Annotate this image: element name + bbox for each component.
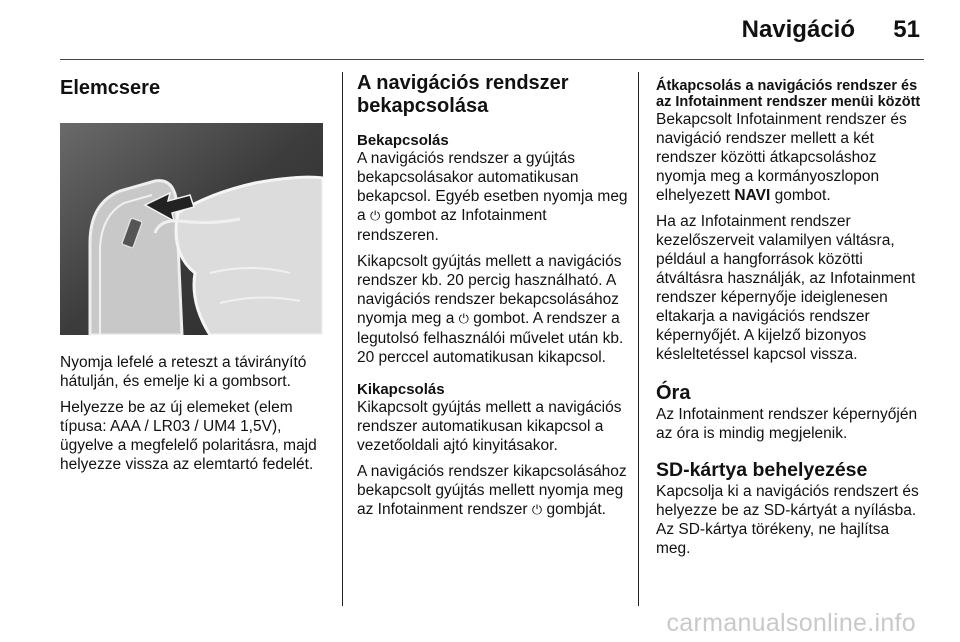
- paragraph: Kapcsolja ki a navigációs rendszert és helyezze be az SD-kártyát a nyílásba. Az SD-kártya törékeny, ne hajlítsa meg.: [656, 483, 919, 557]
- page-number: 51: [893, 16, 920, 43]
- paragraph: A navigációs rendszer a gyújtás bekapcsolásakor automatikusan bekapcsol. Egyéb esetben nyomja meg a ⏻ gombot az Infotainment rendszeren.: [357, 150, 628, 244]
- heading-navigation-power: A navigációs rendszer bekapcsolása: [357, 72, 569, 117]
- paragraph: Kikapcsolt gyújtás mellett a navigációs rendszer automatikusan kikapcsol a vezetőoldali ajtó kinyitásakor.: [357, 399, 622, 454]
- column-3: [656, 72, 924, 565]
- column-divider-1: [342, 72, 343, 606]
- paragraph: Kikapcsolt gyújtás mellett a navigációs rendszer kb. 20 percig használható. A navigációs rendszer bekapcsolásához nyomja meg a ⏻ gombot. A rendszer a legutolsó felhasználói művelet után kb. 20 perccel automatikusan kikapcsol.: [357, 253, 624, 366]
- paragraph: Bekapcsolt Infotainment rendszer és navigáció rendszer mellett a két rendszer közötti átkapcsoláshoz nyomja meg a kormányoszlopon elhelyezett NAVI gombot.: [656, 111, 907, 204]
- subheading-atkapcsolas: Átkapcsolás a navigációs rendszer és az Infotainment rendszer menüi között: [656, 78, 921, 110]
- heading-elemcsere: Elemcsere: [60, 77, 161, 99]
- page-header: [0, 0, 960, 60]
- page-title: Navigáció: [741, 16, 855, 43]
- watermark: carmanualsonline.info: [666, 609, 916, 637]
- subheading-kikapcsolas: Kikapcsolás: [357, 381, 445, 398]
- paragraph: Helyezze be az új elemeket (elem típusa: AAA / LR03 / UM4 1,5V), ügyelve a megfelelő polaritásra, majd helyezze vissza az elemtartó fedelét.: [60, 399, 317, 473]
- paragraph: Ha az Infotainment rendszer kezelőszerveit valamilyen váltásra, például a hangforrások közötti átváltásra használják, az Infotainment rendszer képernyője ideiglenesen eltakarja a navigációs rendszer képernyőjét. A kijelző bizonyos késleltetéssel kapcsol vissza.: [656, 213, 916, 363]
- column-divider-2: [638, 72, 639, 606]
- paragraph: Nyomja lefelé a reteszt a távirányító hátulján, és emelje ki a gombsort.: [60, 354, 307, 390]
- header-rule: [60, 59, 924, 60]
- navi-button-label: NAVI: [734, 187, 771, 204]
- paragraph: Az Infotainment rendszer képernyőjén az óra is mindig megjelenik.: [656, 406, 918, 442]
- subheading-bekapcsolas: Bekapcsolás: [357, 132, 449, 149]
- column-2: [357, 72, 632, 527]
- heading-ora: Óra: [656, 382, 691, 404]
- power-icon: ⏻: [369, 209, 381, 224]
- power-icon: ⏻: [531, 503, 543, 518]
- remote-battery-illustration: [60, 123, 323, 335]
- power-icon: ⏻: [458, 312, 469, 327]
- column-1: [60, 72, 332, 481]
- heading-sd-card: SD-kártya behelyezése: [656, 459, 868, 481]
- paragraph: A navigációs rendszer kikapcsolásához bekapcsolt gyújtás mellett nyomja meg az Infotainment rendszer ⏻ gombját.: [357, 463, 627, 518]
